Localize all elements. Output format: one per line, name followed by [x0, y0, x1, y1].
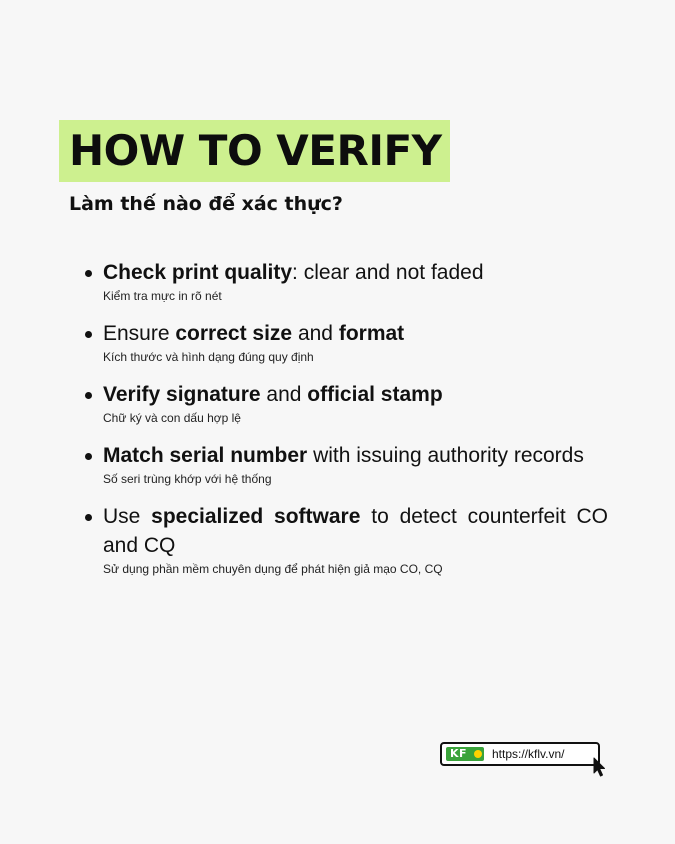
step-text-bold: Check print quality: [103, 261, 293, 284]
website-link[interactable]: [440, 742, 600, 766]
step-note: Số seri trùng khớp với hệ thống: [103, 472, 272, 486]
step-text: [103, 319, 608, 348]
step-text-bold: format: [338, 322, 405, 345]
step-text-bold: official stamp: [307, 383, 443, 406]
step-note: Chữ ký và con dấu hợp lệ: [103, 411, 241, 425]
website-url[interactable]: https://kflv.vn/: [492, 747, 565, 761]
page-title: HOW TO VERIFY: [69, 126, 442, 175]
step-text-regular: : clear and not faded: [292, 261, 484, 284]
step-text-regular: and: [292, 322, 339, 345]
step-text-bold: Verify signature: [103, 383, 261, 406]
step-note: Sử dụng phần mềm chuyên dụng để phát hiện giả mạo CO, CQ: [103, 562, 443, 576]
step-text-bold: specialized software: [151, 505, 361, 528]
list-item: [85, 502, 608, 577]
mouse-pointer-icon: [593, 757, 607, 777]
bullet-icon: [85, 331, 92, 338]
step-text-bold: correct size: [175, 322, 293, 345]
logo-accent-icon: [474, 750, 482, 758]
bullet-icon: [85, 514, 92, 521]
page-subtitle: Làm thế nào để xác thực?: [69, 193, 343, 215]
list-item: [85, 258, 608, 304]
bullet-icon: [85, 453, 92, 460]
step-text-regular: and: [260, 383, 308, 406]
list-item: [85, 441, 608, 487]
step-note: Kiểm tra mực in rõ nét: [103, 289, 222, 303]
verify-steps-list: [85, 258, 608, 592]
step-text: [103, 502, 608, 560]
step-text: [103, 441, 608, 470]
step-text: [103, 380, 608, 409]
step-text-bold: Match serial number: [103, 444, 308, 467]
kf-logo: KF: [446, 747, 484, 761]
step-text-regular: to detect counterfeit CO and CQ: [103, 505, 608, 557]
step-text: [103, 258, 608, 287]
step-text-regular: Ensure: [103, 322, 176, 345]
bullet-icon: [85, 392, 92, 399]
list-item: [85, 319, 608, 365]
list-item: [85, 380, 608, 426]
step-text-regular: Use: [103, 505, 152, 528]
step-note: Kích thước và hình dạng đúng quy định: [103, 350, 314, 364]
bullet-icon: [85, 270, 92, 277]
step-text-regular: with issuing authority records: [307, 444, 584, 467]
